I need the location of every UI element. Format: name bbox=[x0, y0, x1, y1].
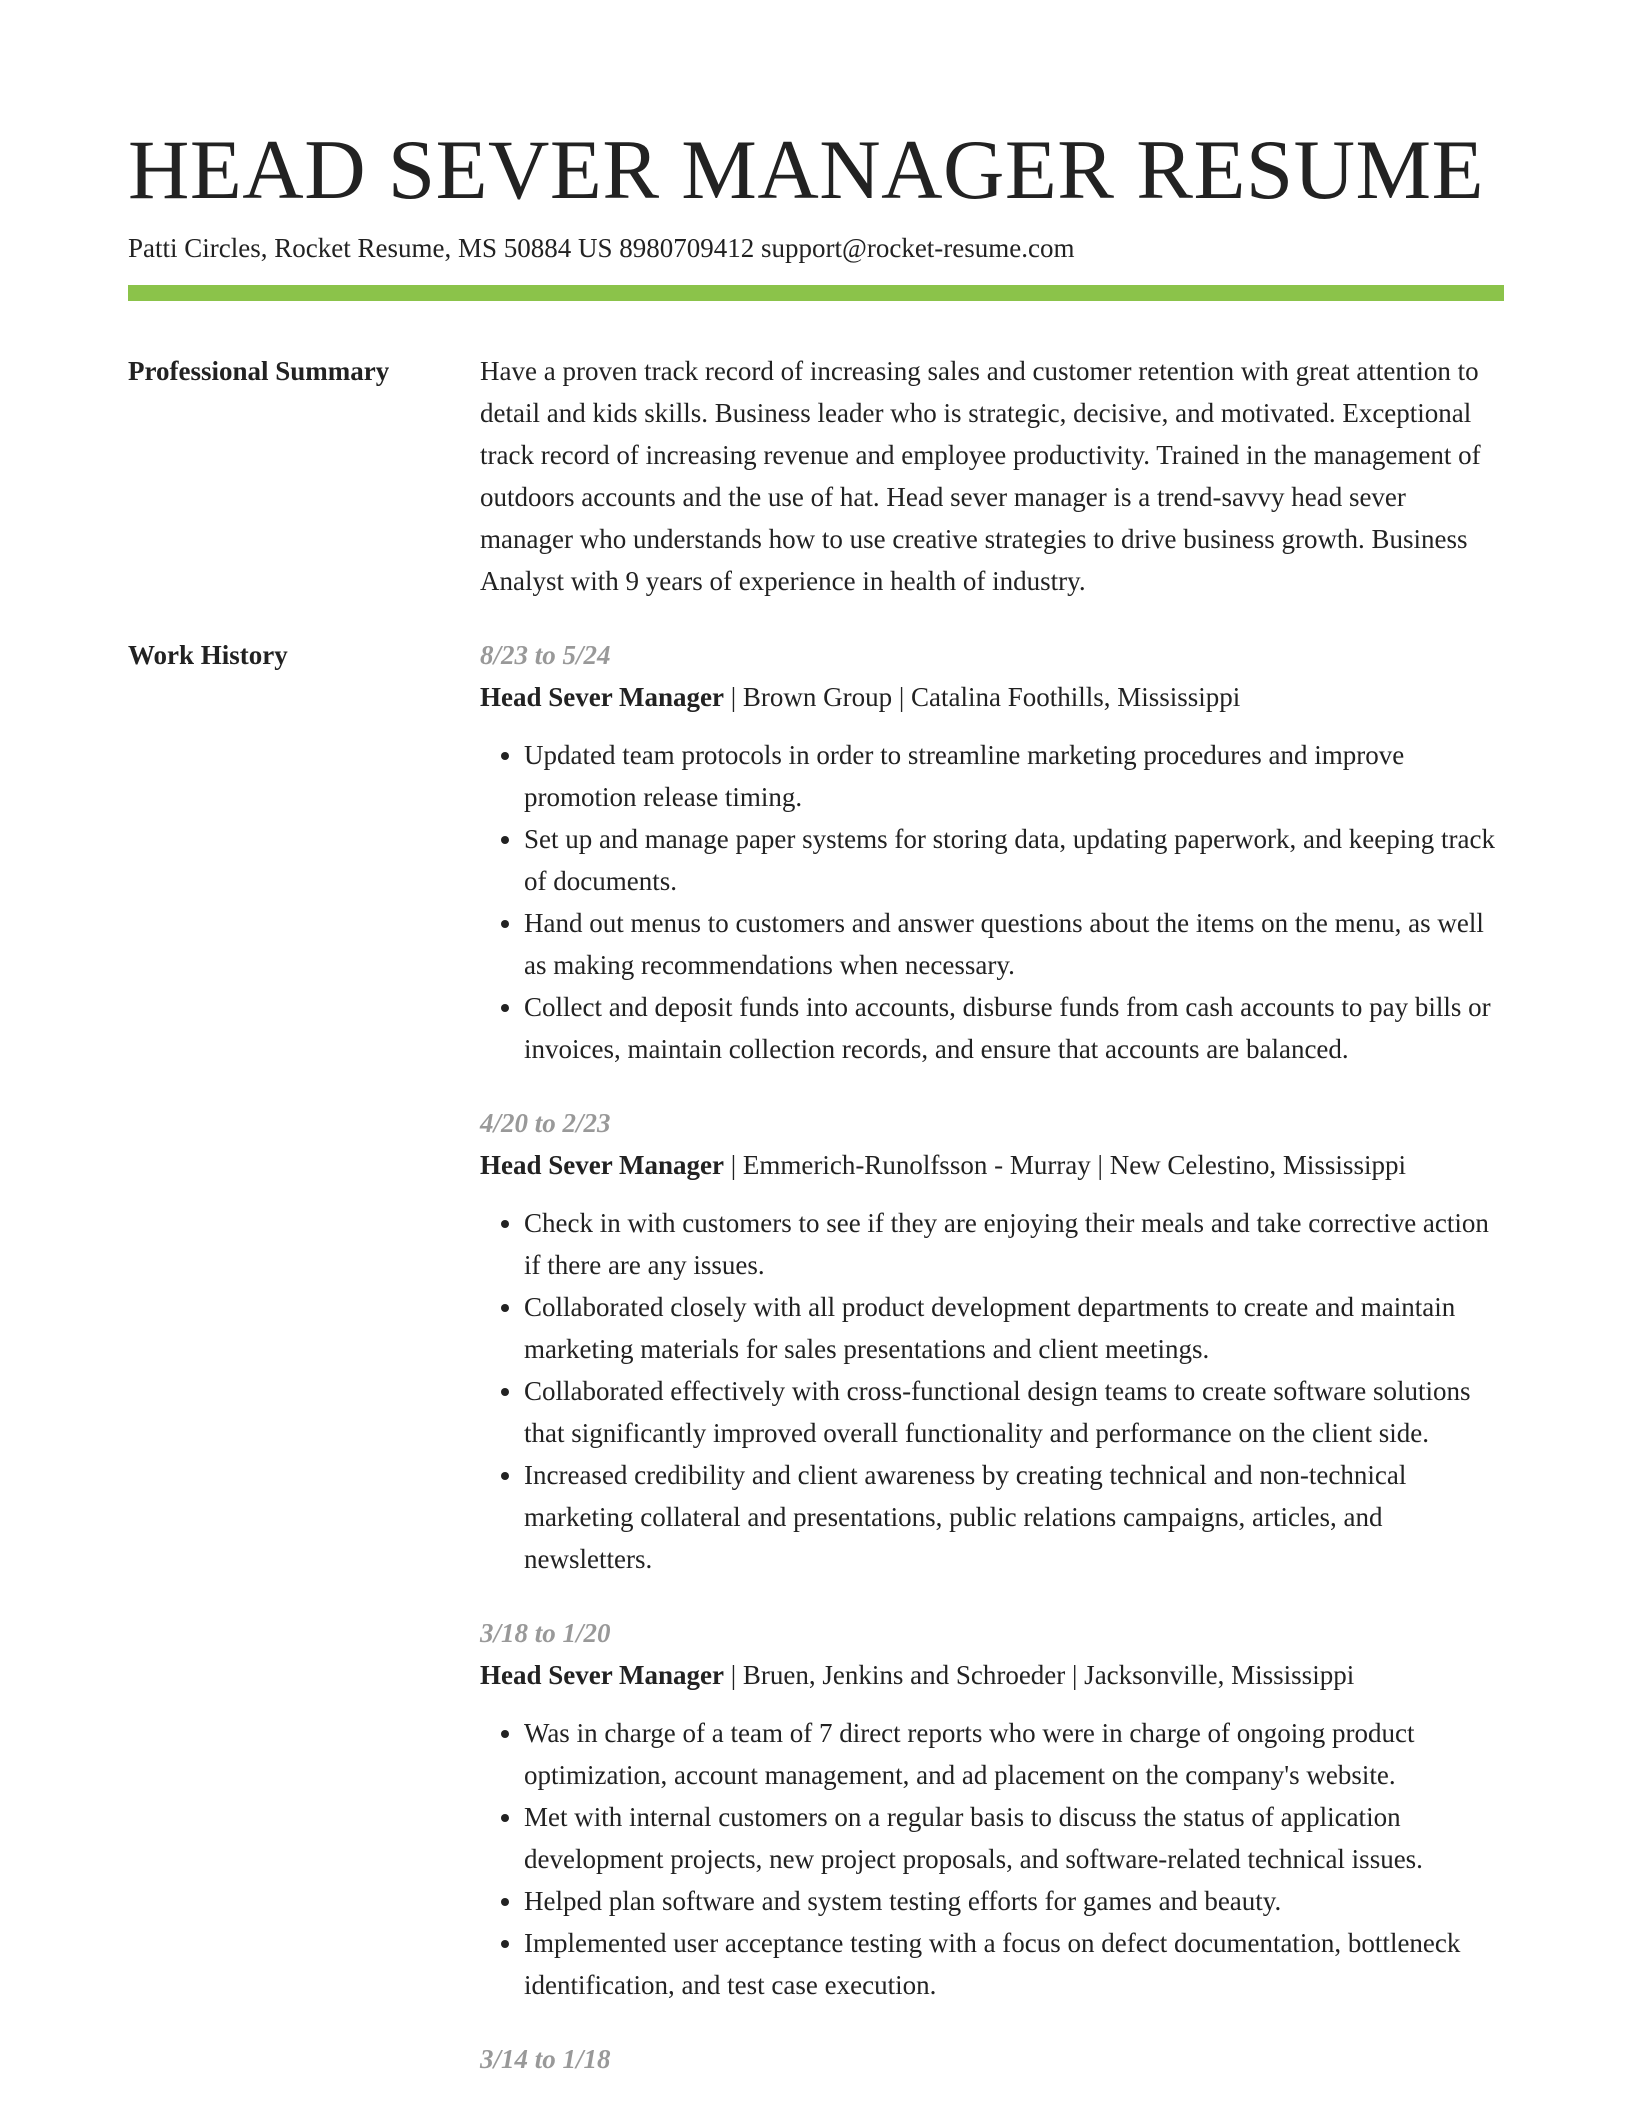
job-bullet: • Helped plan software and system testing efforts for games and beauty. bbox=[524, 1880, 1504, 1922]
job-bullet: • Collaborated effectively with cross-functional design teams to create software solutions that significantly improved overall functionality and performance on the client side. bbox=[524, 1370, 1504, 1454]
job-bullet: • Was in charge of a team of 7 direct reports who were in charge of ongoing product optimization, account management, and ad placement on the company's website. bbox=[524, 1712, 1504, 1796]
job-heading bbox=[480, 1654, 1504, 1696]
job-dates: 3/14 to 1/18 bbox=[480, 2044, 611, 2074]
work-history-label: Work History bbox=[128, 640, 288, 670]
job-bullet: • Collect and deposit funds into accounts, disburse funds from cash accounts to pay bills or invoices, maintain collection records, and ensure that accounts are balanced. bbox=[524, 986, 1504, 1070]
job-entry bbox=[480, 1102, 1504, 1580]
contact-line: Patti Circles, Rocket Resume, MS 50884 US 8980709412 support@rocket-resume.com bbox=[128, 233, 1075, 263]
job-bullet-list bbox=[480, 1202, 1504, 1580]
job-title: Head Sever Manager bbox=[480, 1150, 724, 1180]
job-details: | Brown Group | Catalina Foothills, Mississippi bbox=[723, 682, 1241, 712]
job-bullet: • Collaborated closely with all product development departments to create and maintain marketing materials for sales presentations and client meetings. bbox=[524, 1286, 1504, 1370]
job-bullet-list bbox=[480, 1712, 1504, 2006]
job-entry bbox=[480, 1612, 1504, 2006]
job-dates: 8/23 to 5/24 bbox=[480, 640, 611, 670]
job-bullet: • Implemented user acceptance testing with a focus on defect documentation, bottleneck identification, and test case execution. bbox=[524, 1922, 1504, 2006]
job-heading bbox=[480, 676, 1504, 718]
job-entry bbox=[480, 2038, 1504, 2080]
summary-text: Have a proven track record of increasing sales and customer retention with great attention to detail and kids skills. Business leader who is strategic, decisive, and motivated. Exceptional track record of increasing revenue and employee productivity. Trained in the management of outdoors accounts and the use of hat. Head sever manager is a trend-savvy head sever manager who understands how to use creative strategies to drive business growth. Business Analyst with 9 years of experience in health of industry. bbox=[480, 356, 1481, 596]
job-bullet: • Hand out menus to customers and answer questions about the items on the menu, as well as making recommendations when necessary. bbox=[524, 902, 1504, 986]
job-list bbox=[480, 634, 1504, 2112]
job-details: | Bruen, Jenkins and Schroeder | Jacksonville, Mississippi bbox=[723, 1660, 1355, 1690]
job-bullet: • Updated team protocols in order to streamline marketing procedures and improve promotion release timing. bbox=[524, 734, 1504, 818]
job-dates: 4/20 to 2/23 bbox=[480, 1108, 611, 1138]
job-dates: 3/18 to 1/20 bbox=[480, 1618, 611, 1648]
job-title: Head Sever Manager bbox=[480, 682, 724, 712]
accent-divider bbox=[128, 285, 1504, 301]
resume-title: HEAD SEVER MANAGER RESUME bbox=[128, 123, 1485, 217]
job-bullet: • Met with internal customers on a regular basis to discuss the status of application development projects, new project proposals, and software-related technical issues. bbox=[524, 1796, 1504, 1880]
job-bullet: • Set up and manage paper systems for storing data, updating paperwork, and keeping track of documents. bbox=[524, 818, 1504, 902]
job-title: Head Sever Manager bbox=[480, 1660, 724, 1690]
job-heading bbox=[480, 1144, 1504, 1186]
summary-body bbox=[480, 350, 1504, 602]
job-bullet-list bbox=[480, 734, 1504, 1070]
job-bullet: • Check in with customers to see if they are enjoying their meals and take corrective action if there are any issues. bbox=[524, 1202, 1504, 1286]
summary-label: Professional Summary bbox=[128, 356, 390, 386]
job-bullet: • Increased credibility and client awareness by creating technical and non-technical marketing collateral and presentations, public relations campaigns, articles, and newsletters. bbox=[524, 1454, 1504, 1580]
job-details: | Emmerich-Runolfsson - Murray | New Celestino, Mississippi bbox=[723, 1150, 1406, 1180]
job-entry bbox=[480, 634, 1504, 1070]
